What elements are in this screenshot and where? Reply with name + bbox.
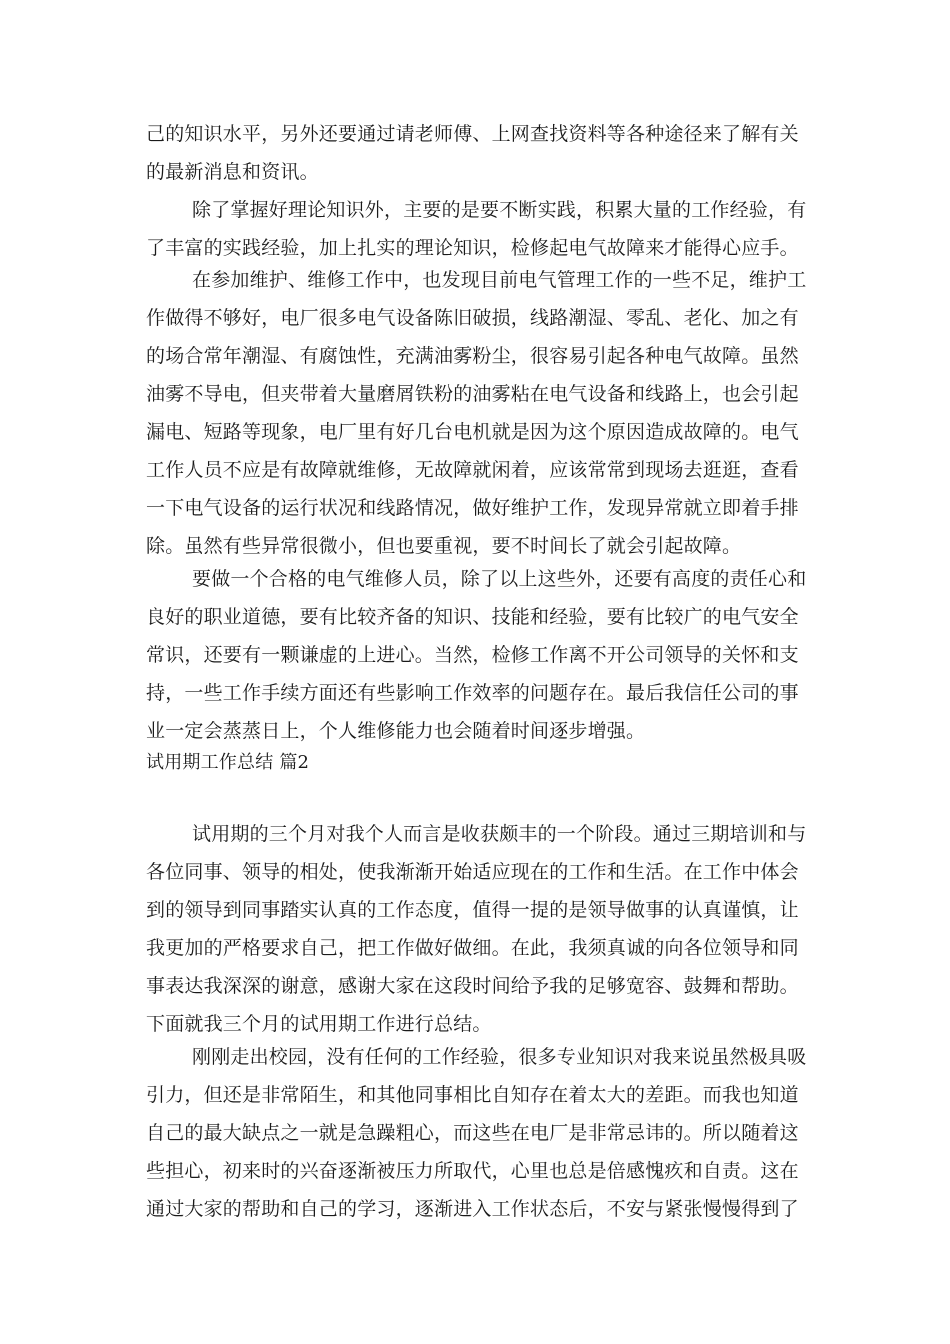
paragraph-line: 除。虽然有些异常很微小，但也要重视，要不时间长了就会引起故障。 [146,535,742,557]
paragraph-line: 的场合常年潮湿、有腐蚀性，充满油雾粉尘，很容易引起各种电气故障。虽然 [146,345,799,367]
paragraph-line: 些担心，初来时的兴奋逐渐被压力所取代，心里也总是倍感愧疚和自责。这在 [146,1160,799,1182]
paragraph-line: 在参加维护、维修工作中，也发现目前电气管理工作的一些不足，维护工 [192,269,807,291]
paragraph-line: 我更加的严格要求自己，把工作做好做细。在此，我须真诚的向各位领导和同 [146,937,799,959]
paragraph-line: 己的知识水平，另外还要通过请老师傅、上网查找资料等各种途径来了解有关 [146,123,799,145]
paragraph-line: 业一定会蒸蒸日上，个人维修能力也会随着时间逐步增强。 [146,720,646,742]
paragraph-line: 引力，但还是非常陌生，和其他同事相比自知存在着太大的差距。而我也知道 [146,1084,799,1106]
paragraph-line: 自己的最大缺点之一就是急躁粗心，而这些在电厂是非常忌讳的。所以随着这 [146,1122,799,1144]
paragraph-line: 了丰富的实践经验，加上扎实的理论知识，检修起电气故障来才能得心应手。 [146,237,799,259]
paragraph-line: 试用期的三个月对我个人而言是收获颇丰的一个阶段。通过三期培训和与 [192,823,807,845]
paragraph-line: 良好的职业道德，要有比较齐备的知识、技能和经验，要有比较广的电气安全 [146,606,799,628]
paragraph-line: 刚刚走出校园，没有任何的工作经验，很多专业知识对我来说虽然极具吸 [192,1046,807,1068]
section-heading: 试用期工作总结 篇2 [146,752,310,773]
paragraph-line: 工作人员不应是有故障就维修，无故障就闲着，应该常常到现场去逛逛，查看 [146,459,799,481]
paragraph-line: 要做一个合格的电气维修人员，除了以上这些外，还要有高度的责任心和 [192,568,807,590]
paragraph-line: 油雾不导电，但夹带着大量磨屑铁粉的油雾粘在电气设备和线路上，也会引起 [146,383,799,405]
paragraph-line: 常识，还要有一颗谦虚的上进心。当然，检修工作离不开公司领导的关怀和支 [146,644,799,666]
paragraph-line: 持，一些工作手续方面还有些影响工作效率的问题存在。最后我信任公司的事 [146,682,799,704]
paragraph-line: 通过大家的帮助和自己的学习，逐渐进入工作状态后，不安与紧张慢慢得到了 [146,1198,799,1220]
paragraph-line: 作做得不够好，电厂很多电气设备陈旧破损，线路潮湿、零乱、老化、加之有 [146,307,799,329]
paragraph-line: 到的领导到同事踏实认真的工作态度，值得一提的是领导做事的认真谨慎，让 [146,899,799,921]
paragraph-line: 下面就我三个月的试用期工作进行总结。 [146,1013,492,1035]
paragraph-line: 各位同事、领导的相处，使我渐渐开始适应现在的工作和生活。在工作中体会 [146,861,799,883]
paragraph-line: 的最新消息和资讯。 [146,161,319,183]
paragraph-line: 事表达我深深的谢意，感谢大家在这段时间给予我的足够宽容、鼓舞和帮助。 [146,975,799,997]
paragraph-line: 除了掌握好理论知识外，主要的是要不断实践，积累大量的工作经验，有 [192,199,807,221]
paragraph-line: 一下电气设备的运行状况和线路情况，做好维护工作，发现异常就立即着手排 [146,497,799,519]
paragraph-line: 漏电、短路等现象，电厂里有好几台电机就是因为这个原因造成故障的。电气 [146,421,799,443]
